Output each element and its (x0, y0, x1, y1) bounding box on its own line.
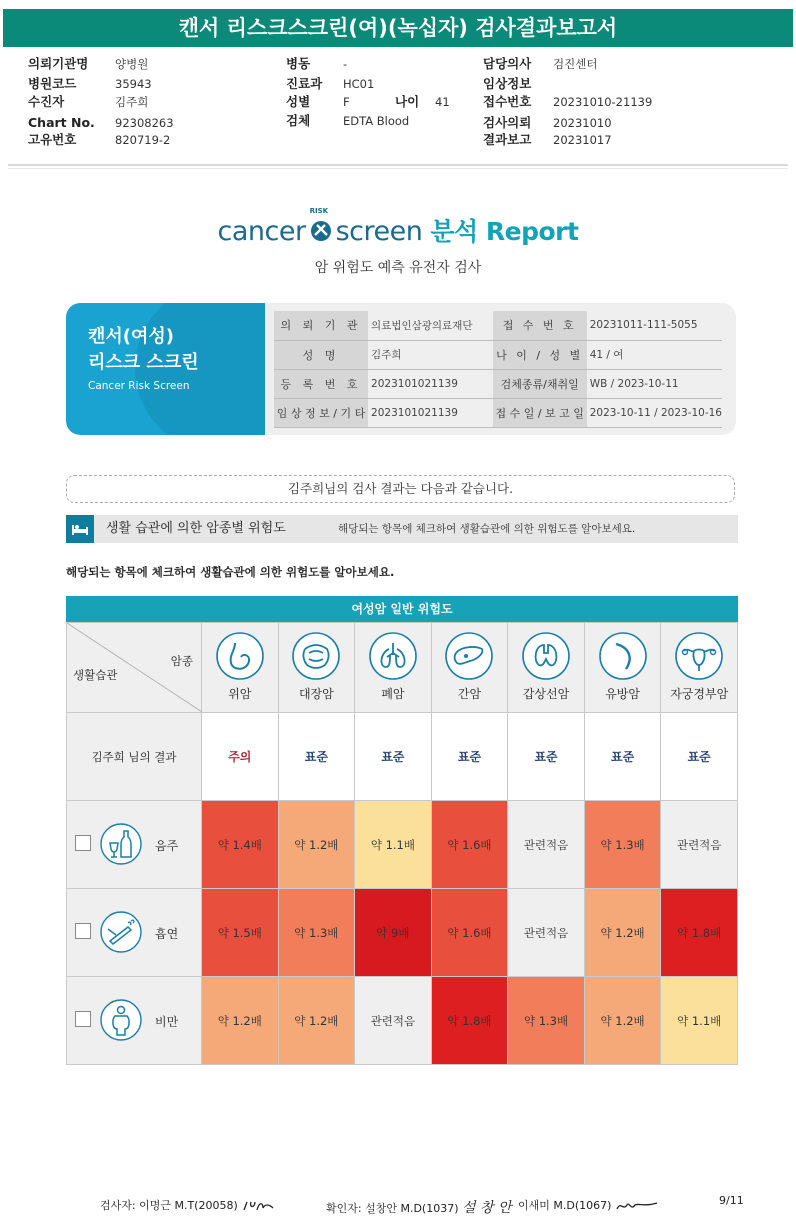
risk-value: 약 1.2배 (217, 1013, 262, 1028)
info-value: HC01 (343, 77, 375, 91)
info-value: 35943 (115, 77, 152, 91)
risk-value: 약 1.2배 (294, 1013, 339, 1028)
signature-icon (615, 1199, 659, 1213)
divider (8, 164, 788, 166)
thyroid-icon (521, 631, 571, 681)
logo-risk-text: RISK (309, 207, 329, 215)
divider (8, 168, 788, 169)
info-value: 820719-2 (115, 133, 171, 147)
section-header (66, 515, 738, 543)
result-level-text: 표준 (534, 750, 558, 764)
risk-cell (355, 801, 432, 889)
signature-text: 설 창 안 (462, 1200, 512, 1216)
signature-icon (241, 1198, 277, 1214)
risk-value: 약 9배 (376, 925, 410, 940)
habit-checkbox[interactable] (75, 835, 91, 851)
risk-cell (202, 889, 279, 977)
card-key: 나 이 / 성 별 (493, 340, 587, 369)
cancer-name: 자궁경부암 (670, 687, 729, 701)
result-level (584, 713, 661, 801)
risk-value: 약 1.1배 (677, 1013, 722, 1028)
result-level-text: 주의 (228, 750, 252, 764)
habit-checkbox[interactable] (75, 1011, 91, 1027)
info-label: 검체 (286, 113, 311, 128)
risk-value: 약 1.6배 (447, 837, 492, 852)
logo-screen-text: screen (335, 216, 423, 247)
cancer-header-breast (584, 623, 661, 713)
risk-value: 약 1.2배 (294, 837, 339, 852)
risk-cell (584, 889, 661, 977)
info-label: 수진자 (28, 94, 65, 109)
habit-cell (67, 889, 202, 977)
logo-cancer-text: cancer (217, 216, 306, 247)
result-notice: 김주희님의 검사 결과는 다음과 같습니다. (66, 475, 735, 503)
risk-cell (661, 977, 738, 1065)
info-label: 병동 (286, 56, 311, 71)
footer-third (518, 1197, 659, 1213)
info-label: 결과보고 (483, 132, 532, 147)
card-title-1: 캔서(여성) (88, 326, 175, 347)
info-value: 41 (435, 95, 450, 109)
info-label: 임상정보 (483, 76, 532, 91)
cancer-name: 대장암 (298, 687, 334, 701)
card-row (274, 340, 722, 369)
risk-value: 약 1.1배 (370, 837, 415, 852)
risk-cell (508, 889, 585, 977)
corner-left-label: 생활습관 (73, 668, 118, 682)
info-value: 김주희 (115, 95, 149, 109)
risk-cell (431, 889, 508, 977)
risk-value: 약 1.4배 (217, 837, 262, 852)
risk-value: 약 1.5배 (217, 925, 262, 940)
instruction-text: 해당되는 항목에 체크하여 생활습관에 의한 위험도를 알아보세요. (66, 565, 395, 579)
risk-table (66, 622, 738, 1065)
card-key: 의 뢰 기 관 (274, 311, 368, 340)
cigarette-icon (100, 911, 142, 953)
info-label: 검사의뢰 (483, 115, 532, 130)
info-value: 20231017 (553, 133, 612, 147)
result-label: 김주희 님의 결과 (67, 713, 202, 801)
risk-cell (661, 801, 738, 889)
logo-report-text: 분석 Report (430, 217, 579, 246)
info-value: - (343, 57, 348, 71)
habit-name: 흡연 (155, 927, 179, 941)
risk-value: 약 1.2배 (600, 1013, 645, 1028)
habit-row-smoking (67, 889, 738, 977)
section-title: 생활 습관에 의한 암종별 위험도 (106, 521, 286, 536)
patient-info-header (0, 52, 796, 162)
info-label: 의뢰기관명 (28, 56, 89, 71)
cancer-name: 유방암 (605, 687, 640, 701)
third-signer-text: 이새미 M.D(1067) (518, 1199, 612, 1212)
result-level (508, 713, 585, 801)
habit-name: 비만 (155, 1015, 179, 1029)
card-value: 2023101021139 (368, 369, 493, 398)
risk-cell (508, 977, 585, 1065)
card-value: 41 / 여 (587, 340, 722, 369)
risk-cell (431, 977, 508, 1065)
ribbon-knot-icon (309, 207, 333, 243)
corner-cell (67, 623, 202, 713)
result-level (355, 713, 432, 801)
risk-cell (202, 801, 279, 889)
card-info-table (274, 311, 722, 428)
risk-table-title: 여성암 일반 위험도 (66, 596, 738, 622)
cancer-name: 위암 (228, 687, 252, 701)
risk-cell (355, 889, 432, 977)
corner-right-label: 암종 (170, 654, 193, 668)
cancer-header-cervix (661, 623, 738, 713)
card-title-en: Cancer Risk Screen (88, 380, 190, 392)
card-banner (66, 303, 265, 435)
liver-icon (444, 631, 494, 681)
card-key: 성 명 (274, 340, 368, 369)
risk-value: 약 1.2배 (600, 925, 645, 940)
cancer-name: 간암 (457, 687, 482, 701)
info-label: 성별 (286, 94, 311, 109)
info-value: 20231010-21139 (553, 95, 653, 109)
cancer-name: 폐암 (381, 687, 405, 701)
card-key: 임 상 정 보 / 기 타 (274, 398, 368, 427)
risk-cell (355, 977, 432, 1065)
info-value: 20231010 (553, 116, 612, 130)
colon-icon (291, 631, 341, 681)
result-level (278, 713, 355, 801)
footer-tester (100, 1197, 277, 1214)
card-title-2: 리스크 스크린 (88, 352, 199, 373)
habit-row-alcohol (67, 801, 738, 889)
info-value: 검진센터 (553, 57, 598, 71)
result-level-text: 표준 (457, 750, 482, 764)
bed-icon (66, 515, 94, 543)
lung-icon (368, 631, 418, 681)
tester-text: 검사자: 이명근 M.T(20058) (100, 1199, 238, 1212)
card-key: 등 록 번 호 (274, 369, 368, 398)
cancer-header-colon (278, 623, 355, 713)
habit-cell (67, 977, 202, 1065)
result-level (202, 713, 279, 801)
cancer-header-thyroid (508, 623, 585, 713)
result-level-text: 표준 (611, 750, 635, 764)
info-value: EDTA Blood (343, 114, 410, 128)
report-title: 캔서 리스크스크린(여)(녹십자) 검사결과보고서 (3, 9, 793, 47)
risk-value: 약 1.3배 (600, 837, 645, 852)
risk-value: 약 1.8배 (447, 1013, 492, 1028)
result-level-text: 표준 (304, 750, 328, 764)
risk-value: 약 1.3배 (523, 1013, 569, 1028)
result-level-text: 표준 (687, 750, 711, 764)
cancer-screen-logo (0, 207, 796, 248)
uterus-icon (674, 631, 724, 681)
card-value: 김주희 (368, 340, 493, 369)
risk-value: 약 1.6배 (447, 925, 492, 940)
info-label: 나이 (395, 94, 420, 109)
card-key: 접 수 일 / 보 고 일 (493, 398, 587, 427)
result-row (67, 713, 738, 801)
card-value: 의료법인삼광의료재단 (368, 311, 493, 340)
card-row (274, 311, 722, 340)
info-label: 담당의사 (483, 56, 532, 71)
risk-cell (278, 889, 355, 977)
habit-row-obesity (67, 977, 738, 1065)
result-level (661, 713, 738, 801)
habit-name: 음주 (155, 839, 179, 853)
cancer-name: 갑상선암 (522, 687, 570, 701)
risk-cell (278, 977, 355, 1065)
card-value: 20231011-111-5055 (587, 311, 722, 340)
cancer-header-stomach (202, 623, 279, 713)
risk-cell (431, 801, 508, 889)
risk-value: 관련적음 (370, 1013, 416, 1028)
card-key: 검체종류/채취일 (493, 369, 587, 398)
summary-card (66, 303, 736, 435)
info-value: F (343, 95, 350, 109)
breast-icon (598, 631, 648, 681)
card-value: 2023-10-11 / 2023-10-16 (587, 398, 722, 427)
confirmer-text: 확인자: 설창안 M.D(1037) (326, 1202, 459, 1215)
header-row (67, 623, 738, 713)
body-icon (100, 999, 142, 1041)
risk-cell (584, 977, 661, 1065)
risk-value: 관련적음 (523, 837, 569, 852)
footer-confirmer (326, 1197, 511, 1217)
risk-cell (202, 977, 279, 1065)
card-value: 2023101021139 (368, 398, 493, 427)
habit-checkbox[interactable] (75, 923, 91, 939)
result-level-text: 표준 (381, 750, 405, 764)
cancer-header-liver (431, 623, 508, 713)
card-key: 접 수 번 호 (493, 311, 587, 340)
risk-value: 약 1.3배 (294, 925, 339, 940)
risk-value: 약 1.8배 (677, 925, 722, 940)
info-value: 92308263 (115, 116, 174, 130)
card-row (274, 398, 722, 427)
report-subtitle: 암 위험도 예측 유전자 검사 (314, 260, 482, 276)
risk-cell (278, 801, 355, 889)
bottle-glass-icon (100, 823, 142, 865)
page-number: 9/11 (719, 1194, 744, 1207)
cancer-header-lung (355, 623, 432, 713)
stomach-icon (215, 631, 265, 681)
info-value: 양병원 (115, 57, 149, 71)
card-value: WB / 2023-10-11 (587, 369, 722, 398)
info-label: Chart No. (28, 115, 95, 130)
risk-cell (508, 801, 585, 889)
info-label: 고유번호 (28, 132, 77, 147)
risk-value: 관련적음 (523, 925, 569, 940)
risk-value: 관련적음 (676, 837, 722, 852)
card-row (274, 369, 722, 398)
info-label: 병원코드 (28, 76, 77, 91)
habit-cell (67, 801, 202, 889)
info-label: 접수번호 (483, 94, 532, 109)
section-desc: 해당되는 항목에 체크하여 생활습관에 의한 위험도를 알아보세요. (338, 523, 636, 535)
risk-cell (661, 889, 738, 977)
result-level (431, 713, 508, 801)
info-label: 진료과 (286, 76, 323, 91)
risk-cell (584, 801, 661, 889)
